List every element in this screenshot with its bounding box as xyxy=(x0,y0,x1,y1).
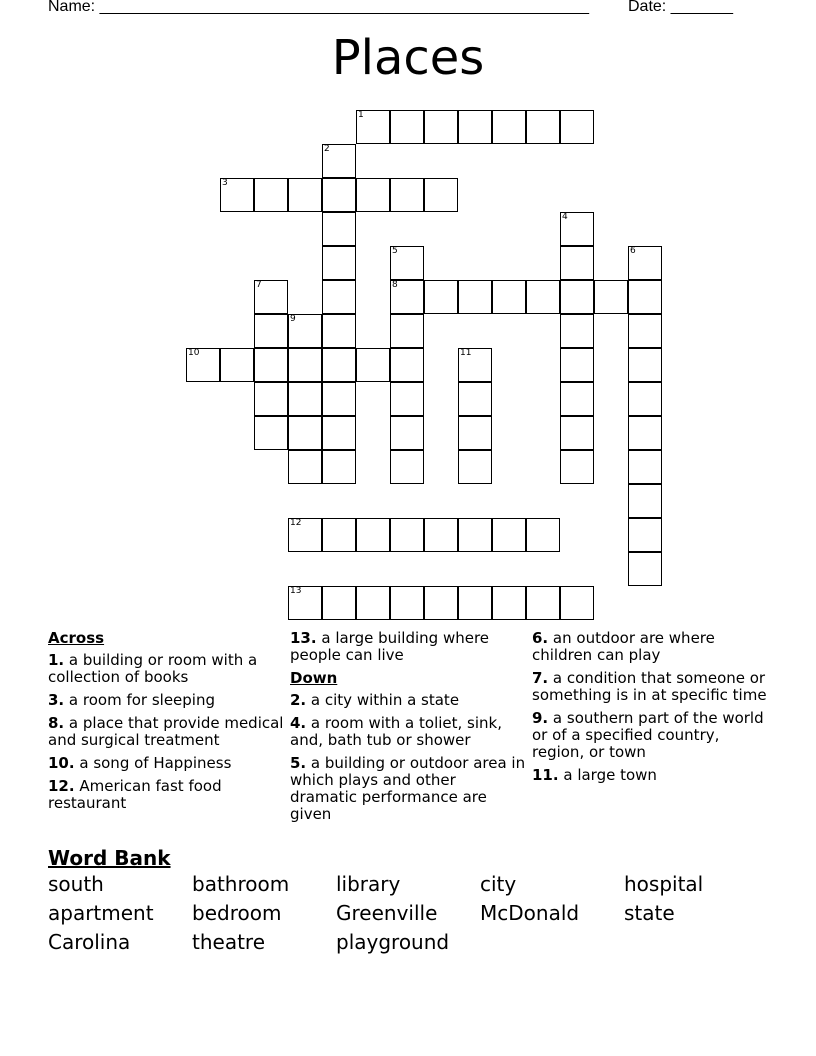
clue-number: 11. xyxy=(532,766,559,784)
clue-number-label: 5 xyxy=(392,246,398,256)
clue-number: 2. xyxy=(290,691,307,709)
crossword-cell[interactable] xyxy=(288,416,322,450)
word-bank-item: hospital xyxy=(624,872,704,896)
crossword-cell[interactable] xyxy=(390,416,424,450)
crossword-cell[interactable] xyxy=(390,280,424,314)
across-heading: Across xyxy=(48,629,105,647)
word-bank-item: city xyxy=(480,872,517,896)
crossword-cell[interactable] xyxy=(322,144,356,178)
word-bank-item: library xyxy=(336,872,401,896)
crossword-cell[interactable] xyxy=(560,348,594,382)
crossword-cell[interactable] xyxy=(628,518,662,552)
clue-text: a southern part of the world or of a specified country, region, or town xyxy=(532,709,764,761)
crossword-cell[interactable] xyxy=(458,450,492,484)
clue-number: 6. xyxy=(532,629,549,647)
clue-across-8 xyxy=(48,715,284,749)
crossword-cell[interactable] xyxy=(288,178,322,212)
clue-number-label: 1 xyxy=(358,110,364,120)
crossword-cell[interactable] xyxy=(628,382,662,416)
crossword-cell[interactable] xyxy=(288,450,322,484)
clue-text: a room with a toliet, sink, and, bath tub or shower xyxy=(290,714,502,749)
crossword-cell[interactable] xyxy=(322,212,356,246)
clue-text: a city within a state xyxy=(310,691,460,709)
clue-number-label: 2 xyxy=(324,144,330,154)
page-title: Places xyxy=(331,30,485,86)
clue-number-label: 11 xyxy=(460,348,472,358)
crossword-cell[interactable] xyxy=(322,348,356,382)
clue-number: 12. xyxy=(48,777,75,795)
crossword-cell[interactable] xyxy=(458,416,492,450)
clue-down-4 xyxy=(290,715,526,749)
clue-text: a building or outdoor area in which plays and other dramatic performance are given xyxy=(290,754,526,823)
crossword-cell[interactable] xyxy=(560,450,594,484)
clue-number: 9. xyxy=(532,709,549,727)
word-bank-item: apartment xyxy=(48,901,154,925)
clue-down-2 xyxy=(290,692,526,709)
crossword-cell[interactable] xyxy=(186,348,220,382)
clue-down-9 xyxy=(532,710,768,761)
crossword-cell[interactable] xyxy=(560,280,594,314)
clue-number: 1. xyxy=(48,651,65,669)
crossword-cell[interactable] xyxy=(628,246,662,280)
clue-number: 10. xyxy=(48,754,75,772)
word-bank-item: Carolina xyxy=(48,930,131,954)
crossword-cell[interactable] xyxy=(390,110,424,144)
crossword-cell[interactable] xyxy=(526,518,560,552)
word-bank-title: Word Bank xyxy=(48,846,171,870)
clue-across-13 xyxy=(290,630,526,664)
crossword-cell[interactable] xyxy=(288,586,322,620)
crossword-cell[interactable] xyxy=(322,450,356,484)
clue-down-11 xyxy=(532,767,768,784)
crossword-cell[interactable] xyxy=(560,246,594,280)
clue-number-label: 9 xyxy=(290,314,296,324)
crossword-cell[interactable] xyxy=(560,382,594,416)
clue-number-label: 12 xyxy=(290,518,302,528)
word-bank xyxy=(48,872,768,959)
crossword-cell[interactable] xyxy=(220,178,254,212)
crossword-cell[interactable] xyxy=(356,178,390,212)
crossword-cell[interactable] xyxy=(356,586,390,620)
crossword-cell[interactable] xyxy=(288,518,322,552)
crossword-cell[interactable] xyxy=(390,382,424,416)
clue-number-label: 4 xyxy=(562,212,568,222)
crossword-cell[interactable] xyxy=(254,416,288,450)
crossword-cell[interactable] xyxy=(390,586,424,620)
crossword-cell[interactable] xyxy=(288,348,322,382)
crossword-cell[interactable] xyxy=(458,586,492,620)
crossword-cell[interactable] xyxy=(492,280,526,314)
clue-number: 5. xyxy=(290,754,307,772)
crossword-cell[interactable] xyxy=(356,348,390,382)
crossword-cell[interactable] xyxy=(628,416,662,450)
crossword-cell[interactable] xyxy=(288,382,322,416)
word-bank-item: Greenville xyxy=(336,901,438,925)
clue-number: 8. xyxy=(48,714,65,732)
crossword-cell[interactable] xyxy=(526,586,560,620)
name-field[interactable]: Name: _______________________________________________________ xyxy=(48,0,589,15)
clue-number-label: 13 xyxy=(290,586,302,596)
crossword-cell[interactable] xyxy=(322,382,356,416)
clue-text: a place that provide medical and surgical treatment xyxy=(48,714,284,749)
crossword-cell[interactable] xyxy=(628,450,662,484)
crossword-cell[interactable] xyxy=(390,348,424,382)
clue-number: 7. xyxy=(532,669,549,687)
crossword-cell[interactable] xyxy=(322,178,356,212)
crossword-cell[interactable] xyxy=(390,314,424,348)
crossword-cell[interactable] xyxy=(458,348,492,382)
crossword-cell[interactable] xyxy=(390,518,424,552)
clue-across-12 xyxy=(48,778,284,812)
clues-column-1 xyxy=(48,630,284,818)
crossword-cell[interactable] xyxy=(424,110,458,144)
down-heading: Down xyxy=(290,669,338,687)
crossword-cell[interactable] xyxy=(492,586,526,620)
clue-text: a condition that someone or something is in at specific time xyxy=(532,669,767,704)
word-bank-item: bathroom xyxy=(192,872,290,896)
crossword-cell[interactable] xyxy=(356,518,390,552)
crossword-cell[interactable] xyxy=(424,586,458,620)
crossword-cell[interactable] xyxy=(628,552,662,586)
clue-down-6 xyxy=(532,630,768,664)
crossword-cell[interactable] xyxy=(458,382,492,416)
clues-column-3 xyxy=(532,630,768,790)
crossword-cell[interactable] xyxy=(322,586,356,620)
clue-number: 13. xyxy=(290,629,317,647)
clue-text: American fast food restaurant xyxy=(48,777,222,812)
crossword-cell[interactable] xyxy=(628,348,662,382)
clue-down-7 xyxy=(532,670,768,704)
crossword-cell[interactable] xyxy=(526,280,560,314)
crossword-cell[interactable] xyxy=(390,246,424,280)
crossword-cell[interactable] xyxy=(560,314,594,348)
crossword-cell[interactable] xyxy=(322,280,356,314)
crossword-cell[interactable] xyxy=(424,178,458,212)
clue-number: 4. xyxy=(290,714,307,732)
crossword-cell[interactable] xyxy=(322,314,356,348)
word-bank-item: McDonald xyxy=(480,901,580,925)
word-bank-item: state xyxy=(624,901,675,925)
crossword-cell[interactable] xyxy=(560,110,594,144)
crossword-cell[interactable] xyxy=(254,178,288,212)
crossword-cell[interactable] xyxy=(254,280,288,314)
clue-across-3 xyxy=(48,692,284,709)
clue-number-label: 10 xyxy=(188,348,200,358)
crossword-cell[interactable] xyxy=(458,110,492,144)
crossword-cell[interactable] xyxy=(458,280,492,314)
crossword-cell[interactable] xyxy=(254,382,288,416)
clue-number-label: 8 xyxy=(392,280,398,290)
clue-number-label: 3 xyxy=(222,178,228,188)
clue-text: a large town xyxy=(563,766,657,784)
clue-number: 3. xyxy=(48,691,65,709)
clue-text: a room for sleeping xyxy=(68,691,216,709)
word-bank-item: theatre xyxy=(192,930,266,954)
clue-number-label: 7 xyxy=(256,280,262,290)
clue-text: an outdoor are where children can play xyxy=(532,629,715,664)
crossword-cell[interactable] xyxy=(560,416,594,450)
crossword-cell[interactable] xyxy=(254,314,288,348)
crossword-cell[interactable] xyxy=(424,518,458,552)
crossword-cell[interactable] xyxy=(424,280,458,314)
crossword-cell[interactable] xyxy=(492,110,526,144)
clue-number-label: 6 xyxy=(630,246,636,256)
clue-across-1 xyxy=(48,652,284,686)
crossword-cell[interactable] xyxy=(492,518,526,552)
crossword-cell[interactable] xyxy=(560,586,594,620)
crossword-cell[interactable] xyxy=(322,518,356,552)
crossword-cell[interactable] xyxy=(526,110,560,144)
crossword-cell[interactable] xyxy=(390,450,424,484)
clue-text: a building or room with a collection of books xyxy=(48,651,258,686)
clue-text: a song of Happiness xyxy=(79,754,232,772)
word-bank-item: south xyxy=(48,872,104,896)
clue-across-10 xyxy=(48,755,284,772)
crossword-cell[interactable] xyxy=(458,518,492,552)
crossword-cell[interactable] xyxy=(322,416,356,450)
crossword-cell[interactable] xyxy=(628,314,662,348)
crossword-cell[interactable] xyxy=(560,212,594,246)
clues-column-2 xyxy=(290,630,526,829)
crossword-cell[interactable] xyxy=(390,178,424,212)
crossword-cell[interactable] xyxy=(594,280,628,314)
crossword-cell[interactable] xyxy=(628,484,662,518)
crossword-cell[interactable] xyxy=(356,110,390,144)
clue-down-5 xyxy=(290,755,526,823)
clue-text: a large building where people can live xyxy=(290,629,490,664)
crossword-cell[interactable] xyxy=(322,246,356,280)
crossword-cell[interactable] xyxy=(220,348,254,382)
word-bank-item: bedroom xyxy=(192,901,282,925)
crossword-cell[interactable] xyxy=(628,280,662,314)
crossword-cell[interactable] xyxy=(254,348,288,382)
word-bank-item: playground xyxy=(336,930,450,954)
crossword-cell[interactable] xyxy=(288,314,322,348)
date-field[interactable]: Date: _______ xyxy=(628,0,733,15)
